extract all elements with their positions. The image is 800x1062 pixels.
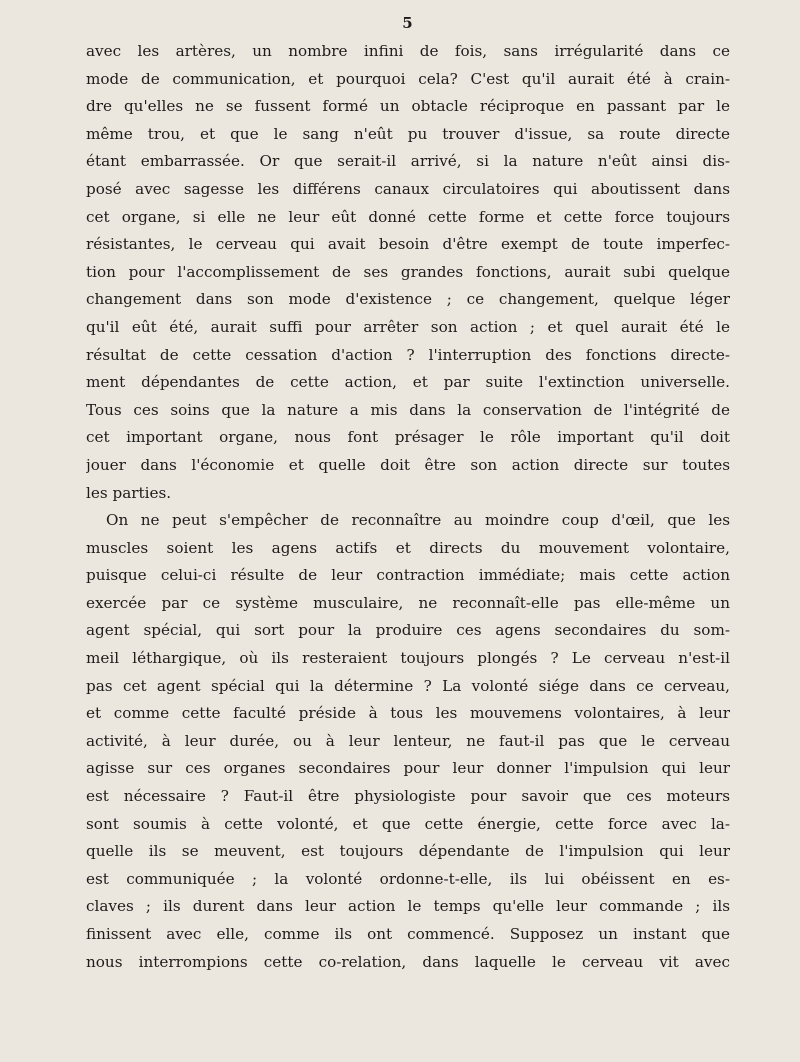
text-line: posé avec sagesse les différens canaux circulatoires qui aboutissent dans (86, 179, 730, 198)
text-line: avec les artères, un nombre infini de fois, sans irrégularité dans ce (86, 42, 730, 60)
text-line: tion pour l'accomplissement de ses grandes fonctions, aurait subi quelque (86, 262, 730, 281)
text-line: cet organe, si elle ne leur eût donné cette forme et cette force toujours (86, 207, 730, 226)
text-line: résistantes, le cerveau qui avait besoin d'être exempt de toute imperfec- (86, 235, 730, 254)
paragraph-2 (86, 507, 730, 976)
text-line: dre qu'elles ne se fussent formé un obtacle réciproque en passant par le (86, 97, 730, 116)
text-line: exercée par ce système musculaire, ne reconnaît-elle pas elle-même un (86, 593, 730, 612)
text-line: pas cet agent spécial qui la détermine ? La volonté siége dans ce cerveau, (86, 676, 730, 695)
text-line: finissent avec elle, comme ils ont commencé. Supposez un instant que (86, 925, 730, 943)
page-number: 5 (402, 14, 414, 32)
text-line: est nécessaire ? Faut-il être physiologiste pour savoir que ces moteurs (86, 787, 730, 806)
text-line: jouer dans l'économie et quelle doit être son action directe sur toutes (86, 455, 730, 474)
text-line: agisse sur ces organes secondaires pour leur donner l'impulsion qui leur (86, 759, 730, 778)
body-text (86, 38, 730, 976)
text-line: meil léthargique, où ils resteraient toujours plongés ? Le cerveau n'est-il (86, 649, 730, 668)
text-line: ment dépendantes de cette action, et par suite l'extinction universelle. (86, 373, 730, 392)
text-line: est communiquée ; la volonté ordonne-t-elle, ils lui obéissent en es- (86, 869, 730, 888)
text-line: même trou, et que le sang n'eût pu trouver d'issue, sa route directe (86, 124, 730, 143)
text-line: changement dans son mode d'existence ; ce changement, quelque léger (86, 290, 730, 309)
paragraph-1 (86, 38, 730, 507)
text-line: cet important organe, nous font présager le rôle important qu'il doit (86, 428, 730, 447)
text-line: résultat de cette cessation d'action ? l'interruption des fonctions directe- (86, 345, 730, 364)
text-line: mode de communication, et pourquoi cela? C'est qu'il aurait été à crain- (86, 69, 730, 88)
text-line: Tous ces soins que la nature a mis dans la conservation de l'intégrité de (86, 400, 730, 419)
text-line: les parties. (86, 483, 172, 502)
text-line: agent spécial, qui sort pour la produire ces agens secondaires du som- (86, 621, 730, 640)
text-line: quelle ils se meuvent, est toujours dépendante de l'impulsion qui leur (86, 842, 730, 861)
text-line: et comme cette faculté préside à tous les mouvemens volontaires, à leur (86, 704, 730, 723)
text-line: puisque celui-ci résulte de leur contraction immédiate; mais cette action (86, 566, 730, 585)
text-line: muscles soient les agens actifs et directs du mouvement volontaire, (86, 538, 730, 557)
text-line: On ne peut s'empêcher de reconnaître au moindre coup d'œil, que les (106, 511, 730, 530)
text-line: claves ; ils durent dans leur action le temps qu'elle leur commande ; ils (86, 897, 730, 916)
text-line: nous interrompions cette co-relation, dans laquelle le cerveau vit avec (86, 952, 730, 971)
text-line: étant embarrassée. Or que serait-il arrivé, si la nature n'eût ainsi dis- (86, 152, 730, 171)
text-line: activité, à leur durée, ou à leur lenteur, ne faut-il pas que le cerveau (86, 731, 730, 750)
text-line: qu'il eût été, aurait suffi pour arrêter son action ; et quel aurait été le (86, 317, 730, 336)
text-line: sont soumis à cette volonté, et que cette énergie, cette force avec la- (86, 814, 730, 833)
